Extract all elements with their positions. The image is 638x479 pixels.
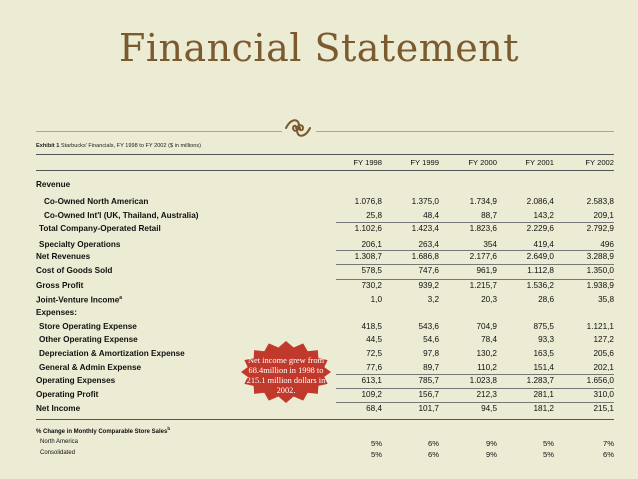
cell-value: 1.686,8 (411, 252, 439, 261)
row-label: General & Admin Expense (39, 363, 142, 372)
cell-value: 35,8 (598, 295, 614, 304)
cell-value: 263,4 (418, 240, 439, 249)
cell-value: 130,2 (476, 349, 497, 358)
row-label: Other Operating Expense (39, 335, 138, 344)
cell-value: 3.288,9 (586, 252, 614, 261)
cell-value: 206,1 (361, 240, 382, 249)
cell-value: 1.023,8 (469, 376, 497, 385)
row-label: Net Income (36, 404, 81, 413)
exhibit-text: Starbucks' Financials, FY 1998 to FY 2002 ($ in millions) (60, 143, 202, 149)
row-label: Total Company-Operated Retail (39, 224, 161, 233)
cell-value: 496 (600, 240, 614, 249)
cell-value: 3,2 (427, 295, 439, 304)
row-label: Operating Expenses (36, 376, 116, 385)
row-label: Revenue (36, 180, 71, 189)
cell-value: 94,5 (481, 404, 497, 413)
table-row (36, 402, 614, 418)
subtotal-rule (336, 264, 614, 265)
cell-value: 310,0 (593, 390, 614, 399)
cell-value: 1.823,6 (469, 224, 497, 233)
cell-value: 939,2 (418, 281, 439, 290)
cell-value: 88,7 (481, 211, 497, 220)
cell-value: 747,6 (418, 266, 439, 275)
row-label: Joint-Venture Income$^a$ (36, 295, 123, 305)
row-label: Expenses: (36, 308, 77, 317)
subtotal-rule (336, 250, 614, 251)
cell-value: 212,3 (476, 390, 497, 399)
column-header: FY 2001 (525, 158, 554, 167)
cell-value: 1.102,6 (354, 224, 382, 233)
cell-value: 97,8 (423, 349, 439, 358)
cell-value: 72,5 (366, 349, 382, 358)
cell-value: 151,4 (533, 363, 554, 372)
cell-value: 77,6 (366, 363, 382, 372)
cell-value: 109,2 (361, 390, 382, 399)
cell-value: 281,1 (533, 390, 554, 399)
row-label: Co-Owned North American (44, 197, 149, 206)
cell-value: 215,1 (593, 404, 614, 413)
cell-value: 209,1 (593, 211, 614, 220)
callout-text: Net income grew from 68.4million in 1998 to 215.1 million dollars in 2002. (246, 356, 326, 395)
cell-value: 578,5 (361, 266, 382, 275)
cell-value: 1.112,8 (527, 266, 554, 275)
cell-value: 68,4 (366, 404, 382, 413)
cell-value: 704,9 (476, 322, 497, 331)
title-rule-right (316, 131, 614, 132)
cell-value: 875,5 (533, 322, 554, 331)
cell-value: 5% (543, 450, 554, 459)
cell-value: 143,2 (533, 211, 554, 220)
cell-value: 1.656,0 (586, 376, 614, 385)
cell-value: 89,7 (423, 363, 439, 372)
column-header: FY 1998 (353, 158, 382, 167)
header-bottom-rule (36, 170, 614, 171)
cell-value: 110,2 (477, 363, 497, 372)
row-label: Gross Profit (36, 281, 84, 290)
cell-value: 6% (428, 439, 439, 448)
cell-value: 181,2 (533, 404, 554, 413)
cell-value: 9% (486, 450, 497, 459)
table-row (36, 264, 614, 280)
column-header: FY 2000 (468, 158, 497, 167)
subtotal-rule (336, 222, 614, 223)
cell-value: 2.649,0 (526, 252, 554, 261)
cell-value: 93,3 (538, 335, 554, 344)
cell-value: 1.375,0 (411, 197, 439, 206)
cell-value: 1.350,0 (586, 266, 614, 275)
table-bottom-rule (36, 419, 614, 420)
cell-value: 163,5 (533, 349, 554, 358)
subtotal-rule (336, 402, 614, 403)
subtotal-rule (336, 374, 614, 375)
cell-value: 20,3 (481, 295, 497, 304)
cell-value: 156,7 (418, 390, 439, 399)
cell-value: 6% (603, 450, 614, 459)
cell-value: 28,6 (538, 295, 554, 304)
row-label: Cost of Goods Sold (36, 266, 113, 275)
subtotal-rule (336, 388, 614, 389)
cell-value: 44,5 (366, 335, 382, 344)
comparable-row (36, 448, 614, 464)
title-rule-left (36, 131, 282, 132)
row-label: Co-Owned Int'l (UK, Thailand, Australia) (44, 211, 199, 220)
cell-value: 1.283,7 (526, 376, 554, 385)
cell-value: 205,6 (593, 349, 614, 358)
cell-value: 785,7 (418, 376, 439, 385)
cell-value: 54,6 (423, 335, 439, 344)
column-header: FY 2002 (585, 158, 614, 167)
comparable-heading: % Change in Monthly Comparable Store Sales$^b$ (36, 426, 171, 435)
cell-value: 2.583,8 (586, 197, 614, 206)
column-header: FY 1999 (410, 158, 439, 167)
row-label: Specialty Operations (39, 240, 121, 249)
cell-value: 1.215,7 (469, 281, 497, 290)
ornament-icon (283, 116, 313, 140)
slide-title: Financial Statement (119, 26, 519, 70)
cell-value: 419,4 (533, 240, 554, 249)
cell-value: 5% (371, 450, 382, 459)
exhibit-caption (36, 143, 201, 149)
cell-value: 961,9 (476, 266, 497, 275)
cell-value: 48,4 (423, 211, 439, 220)
cell-value: 543,6 (418, 322, 439, 331)
cell-value: 1.536,2 (526, 281, 554, 290)
cell-value: 5% (371, 439, 382, 448)
exhibit-label: Exhibit 1 (36, 143, 60, 149)
cell-value: 78,4 (481, 335, 497, 344)
cell-value: 1.121,1 (586, 322, 614, 331)
cell-value: 418,5 (361, 322, 382, 331)
cell-value: 2.792,9 (586, 224, 614, 233)
cell-value: 9% (486, 439, 497, 448)
cell-value: 25,8 (366, 211, 382, 220)
row-label: Net Revenues (36, 252, 91, 261)
table-row (36, 222, 614, 238)
cell-value: 1.423,4 (411, 224, 439, 233)
cell-value: 101,7 (418, 404, 439, 413)
cell-value: 2.086,4 (526, 197, 554, 206)
cell-value: 354 (483, 240, 497, 249)
row-label: Consolidated (40, 450, 76, 456)
subtotal-rule (336, 279, 614, 280)
header-top-rule (36, 154, 614, 155)
row-label: Depreciation & Amortization Expense (39, 349, 185, 358)
row-label: North America (40, 439, 79, 445)
cell-value: 202,1 (593, 363, 614, 372)
cell-value: 127,2 (593, 335, 614, 344)
table-row (36, 178, 614, 194)
cell-value: 7% (603, 439, 614, 448)
cell-value: 2.229,6 (526, 224, 554, 233)
cell-value: 1.308,7 (354, 252, 382, 261)
cell-value: 1,0 (370, 295, 382, 304)
cell-value: 613,1 (361, 376, 382, 385)
cell-value: 1.734,9 (469, 197, 497, 206)
cell-value: 6% (428, 450, 439, 459)
row-label: Store Operating Expense (39, 322, 137, 331)
cell-value: 2.177,6 (469, 252, 497, 261)
cell-value: 1.076,8 (354, 197, 382, 206)
cell-value: 730,2 (361, 281, 382, 290)
row-label: Operating Profit (36, 390, 99, 399)
cell-value: 1.938,9 (586, 281, 614, 290)
cell-value: 5% (543, 439, 554, 448)
